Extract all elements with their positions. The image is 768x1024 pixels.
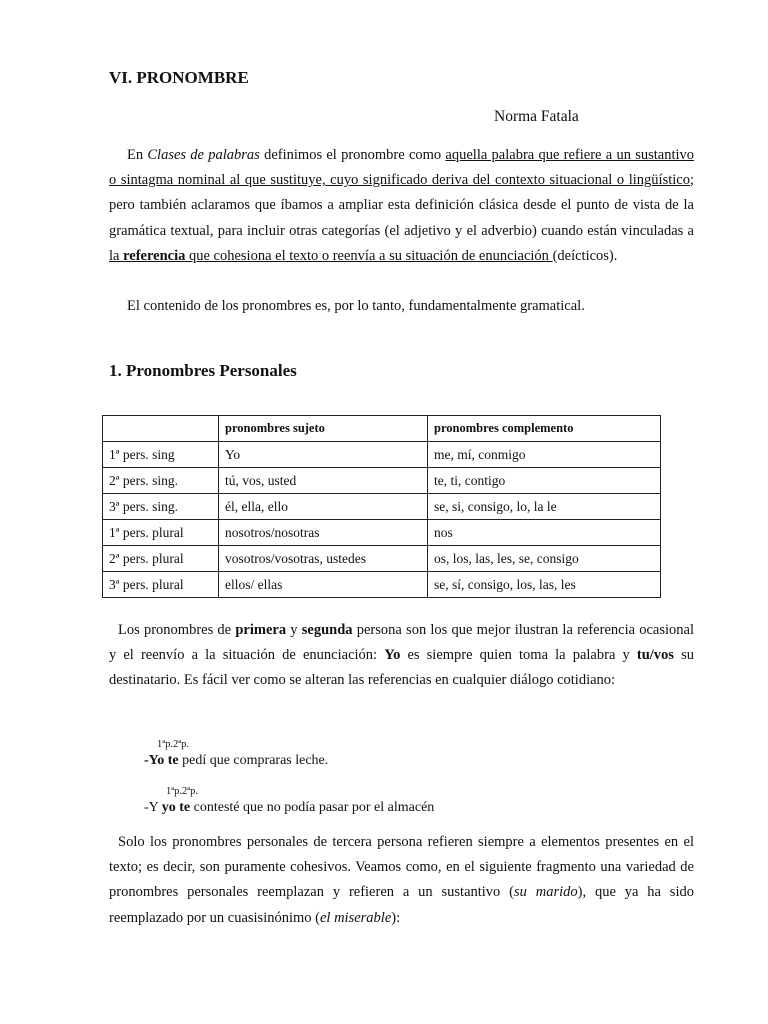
intro-text: (deícticos). bbox=[552, 247, 618, 264]
paragraph-text: persona son los que mejor ilustran la referencia ocasional y el reenvío a la situación de enunciación: bbox=[109, 622, 695, 664]
table-cell: vosotros/vosotras, ustedes bbox=[219, 546, 428, 572]
intro-text: En bbox=[127, 147, 144, 163]
table-header-cell: pronombres complemento bbox=[428, 416, 661, 442]
paragraph-text: ), que ya ha sido reemplazado por un cuasisinónimo ( bbox=[109, 884, 694, 926]
table-cell: 1ª pers. sing bbox=[103, 442, 219, 468]
table-row bbox=[103, 442, 661, 468]
table-cell: nos bbox=[428, 520, 661, 546]
intro-paragraph bbox=[109, 143, 694, 269]
page-title: VI. PRONOMBRE bbox=[109, 68, 249, 87]
paragraph-text: Solo los pronombres personales de tercera persona refieren siempre a elementos presentes en el texto; es decir, son puramente cohesivos. Veamos como, en el siguiente fragmento una variedad de pronombres personales reemplazan y refieren a un sustantivo ( bbox=[109, 834, 694, 901]
example-dash: - bbox=[144, 753, 149, 768]
intro-reference bbox=[109, 248, 553, 264]
table-cell: 3ª pers. plural bbox=[103, 572, 219, 598]
bold-term: tu/vos bbox=[636, 647, 674, 664]
content-paragraph: El contenido de los pronombres es, por lo tanto, fundamentalmente gramatical. bbox=[127, 298, 585, 314]
table-cell: 2ª pers. plural bbox=[103, 546, 219, 572]
table-header-cell: pronombres sujeto bbox=[219, 416, 428, 442]
table-header-cell bbox=[103, 416, 219, 442]
content-paragraph bbox=[109, 830, 694, 931]
paragraph-text: su destinatario. Es fácil ver como se alteran las referencias en cualquier diálogo cotidiano: bbox=[109, 647, 694, 689]
paragraph-text: es siempre quien toma la palabra y bbox=[400, 647, 637, 664]
table-cell: me, mí, conmigo bbox=[428, 442, 661, 468]
table-row bbox=[103, 546, 661, 572]
example-text: contesté que no podía pasar por el almacén bbox=[190, 800, 435, 815]
table-cell: os, los, las, les, se, consigo bbox=[428, 546, 661, 572]
content-paragraph bbox=[109, 618, 694, 694]
intro-definition: aquella palabra que refiere a un sustantivo o sintagma nominal al que sustituye, cuyo significado deriva del contexto situacional o lingüístico bbox=[109, 147, 695, 189]
table-cell: 1ª pers. plural bbox=[103, 520, 219, 546]
intro-reference-text: la bbox=[109, 247, 124, 264]
example-text: pedí que compraras leche. bbox=[178, 753, 329, 768]
intro-text: definimos el pronombre como bbox=[259, 147, 446, 163]
table-row bbox=[103, 494, 661, 520]
bold-term: Yo bbox=[384, 647, 401, 664]
table-cell: tú, vos, usted bbox=[219, 468, 428, 494]
person-annotation: 1ªp.2ªp. bbox=[157, 739, 190, 750]
table-row bbox=[103, 468, 661, 494]
example-bold: Yo te bbox=[148, 753, 179, 768]
intro-text: ; pero también aclaramos que íbamos a ampliar esta definición clásica desde el punto de vista de la gramática textual, para incluir otras categorías (el adjetivo y el adverbio) cuando están vinculadas a bbox=[109, 172, 694, 239]
table-header-row bbox=[103, 416, 661, 442]
table-cell: ellos/ ellas bbox=[219, 572, 428, 598]
person-annotation: 1ªp.2ªp. bbox=[166, 786, 199, 797]
example-bold: yo te bbox=[161, 800, 191, 815]
bold-term: primera bbox=[235, 622, 287, 638]
intro-reference-text: que cohesiona el texto o reenvía a su situación de enunciación bbox=[185, 247, 553, 264]
table-row bbox=[103, 520, 661, 546]
example-text: -Y bbox=[144, 800, 162, 815]
table-cell: se, sí, consigo, los, las, les bbox=[428, 572, 661, 598]
italic-term: el miserable bbox=[320, 909, 392, 926]
example-sentence bbox=[144, 800, 434, 816]
table-cell: Yo bbox=[219, 442, 428, 468]
pronouns-table bbox=[102, 415, 661, 598]
paragraph-text: y bbox=[286, 622, 302, 638]
section-title: 1. Pronombres Personales bbox=[109, 361, 297, 380]
paragraph-text: Los pronombres de bbox=[118, 622, 236, 638]
table-cell: 2ª pers. sing. bbox=[103, 468, 219, 494]
intro-italic-term: Clases de palabras bbox=[147, 147, 260, 163]
bold-term: segunda bbox=[301, 622, 353, 638]
table-cell: nosotros/nosotras bbox=[219, 520, 428, 546]
example-sentence bbox=[144, 753, 328, 769]
table-cell: 3ª pers. sing. bbox=[103, 494, 219, 520]
table-cell: él, ella, ello bbox=[219, 494, 428, 520]
table-row bbox=[103, 572, 661, 598]
intro-reference-bold: referencia bbox=[123, 247, 186, 264]
paragraph-text: ): bbox=[391, 909, 401, 926]
author-name: Norma Fatala bbox=[494, 108, 579, 125]
table-cell: te, ti, contigo bbox=[428, 468, 661, 494]
table-cell: se, si, consigo, lo, la le bbox=[428, 494, 661, 520]
italic-term: su marido bbox=[514, 884, 578, 901]
